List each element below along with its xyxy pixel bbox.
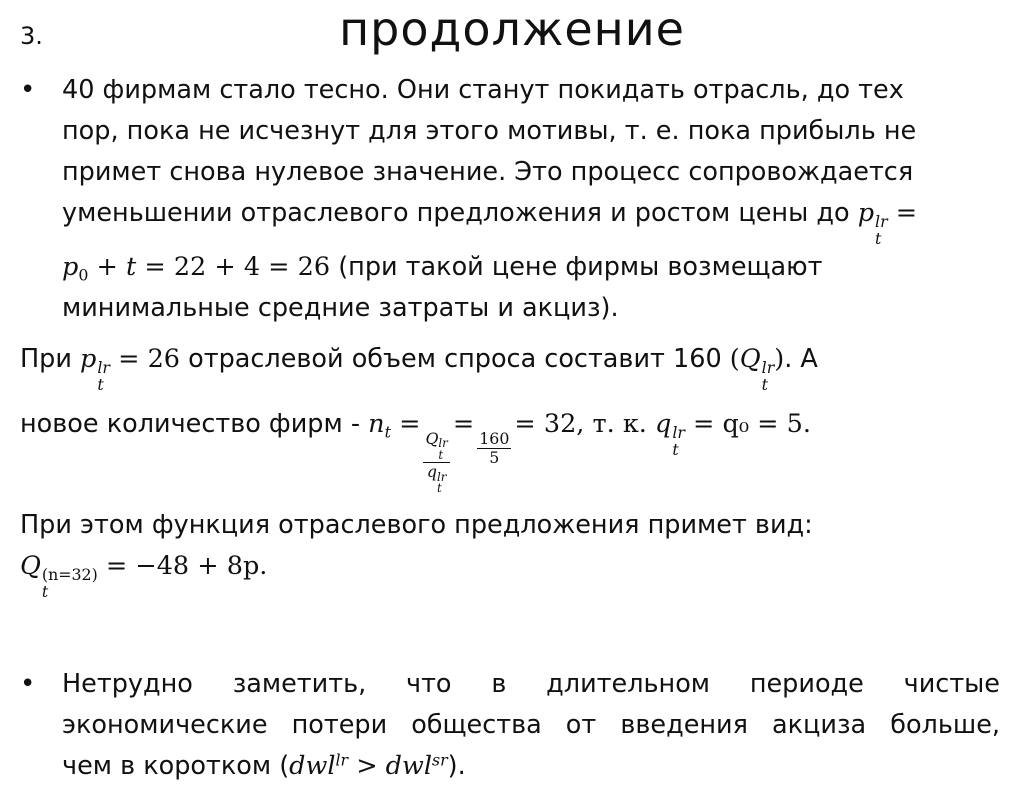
quantity-formula: (Q lr t ) (729, 344, 785, 394)
price-formula: p lr t = 26 (80, 344, 181, 394)
text-line (62, 193, 1000, 247)
price-formula-start: p lr t = (857, 198, 918, 248)
text-fragment: отраслевой объем спроса составит 160 (180, 344, 730, 375)
text-line (20, 546, 1000, 600)
text-line: 40 фирмам стало тесно. Они станут покидать отрасль, до тех (62, 75, 904, 105)
text-line: минимальные средние затраты и акциз). (62, 293, 619, 324)
text-line (62, 247, 1000, 288)
firms-formula: $n_t$ = Q lr t q lr t = $\frac{160}{5}$ = 32, т. к. q lr t = q₀ = 5. (368, 409, 811, 496)
text-fragment: новое количество фирм - (20, 409, 369, 440)
text-fragment: При (20, 344, 81, 375)
text-line: экономические потери общества от введения акциза больше, (62, 710, 1000, 741)
bullet-item-2 (20, 664, 1000, 787)
slide-title: продолжение (339, 2, 685, 56)
text-line (20, 393, 1000, 495)
slide-content (20, 70, 1000, 787)
text-fragment: чем в коротком ( (62, 751, 290, 782)
bullet-item-1 (20, 70, 1000, 329)
paragraph-supply (20, 505, 1000, 600)
dwl-formula: dwl$^{lr}$ > dwl$^{sr}$ (289, 750, 448, 782)
text-fragment: . А (784, 344, 818, 375)
bullet-marker: • (20, 75, 36, 105)
text-line: пор, пока не исчезнут для этого мотивы, т. е. пока прибыль не (62, 116, 917, 146)
bullet-text-2 (62, 664, 1000, 787)
text-fragment: ). (447, 751, 466, 782)
text-line: Нетрудно заметить, что в длительном периоде чистые (62, 669, 1000, 700)
text-line: При этом функция отраслевого предложения примет вид: (20, 510, 813, 541)
bullet-text-1 (62, 70, 1000, 329)
supply-formula: Q (n=32) t = −48 + 8p. (20, 551, 268, 601)
price-formula-end: $p_0 + t = 22 + 4 = 26$ (62, 252, 331, 285)
text-line (20, 339, 1000, 393)
slide-number: 3. (20, 22, 43, 50)
text-fragment: уменьшении отраслевого предложения и ростом цены до (62, 198, 858, 228)
text-fragment: (при такой цене фирмы возмещают (330, 252, 823, 283)
paragraph-demand (20, 339, 1000, 495)
text-line: примет снова нулевое значение. Это процесс сопровождается (62, 157, 914, 187)
bullet-marker: • (20, 669, 36, 700)
